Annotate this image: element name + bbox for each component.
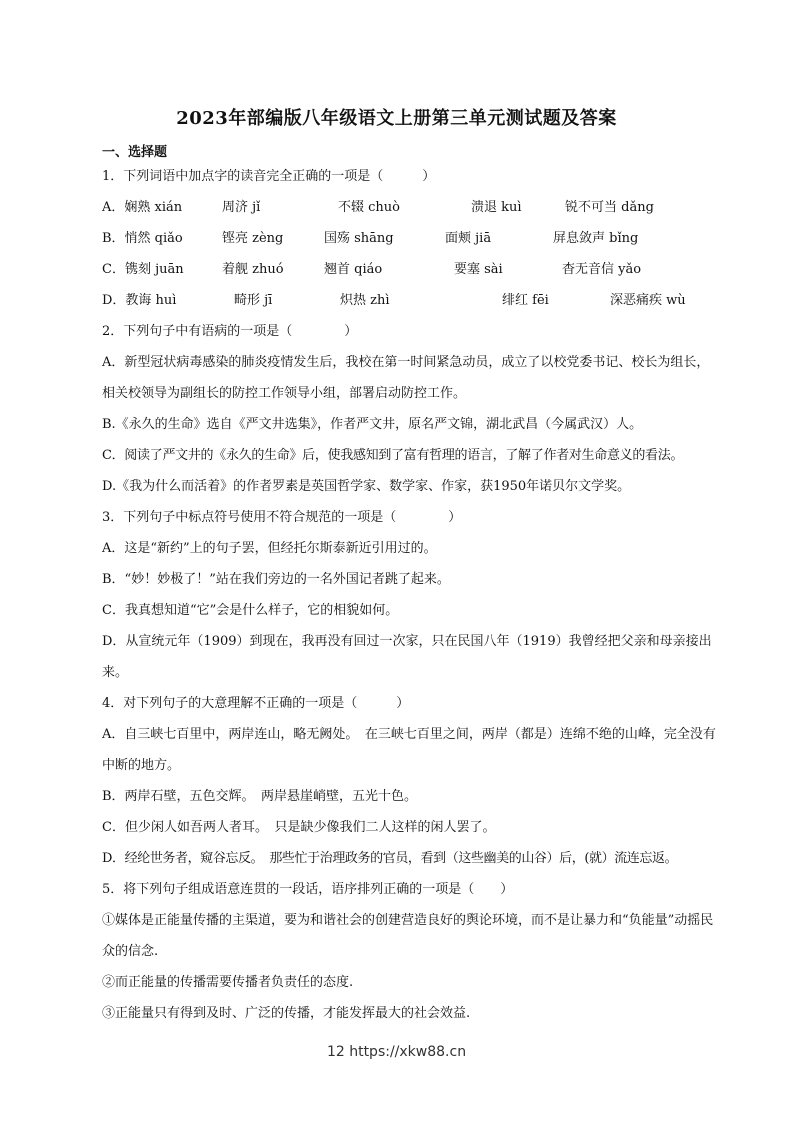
q1-a-1: A．娴熟 xián xyxy=(102,200,183,215)
q1-b-4: 面颊 jiā xyxy=(445,231,492,246)
q2-option-d: D.《我为什么而活着》的作者罗素是英国哲学家、数学家、作家，获1950年诺贝尔文学奖。 xyxy=(102,479,631,494)
page-footer: 12 https://xkw88.cn xyxy=(326,1044,467,1060)
q5-sentence-1: ①媒体是正能量传播的主渠道，要为和谐社会的创建营造良好的舆论环境，而不是让暴力和“负能量”动摇民众的信念. xyxy=(102,913,714,959)
q1-c-2: 着舰 zhuó xyxy=(222,262,284,277)
q1-b-1: B．悄然 qiǎo xyxy=(102,231,183,246)
q3-option-b: B．“妙！妙极了！”站在我们旁边的一名外国记者跳了起来。 xyxy=(102,572,450,587)
q1-a-4: 溃退 kuì xyxy=(471,200,522,215)
q3-option-d: D．从宣统元年（1909）到现在，我再没有回过一次家，只在民国八年（1919）我曾经把父亲和母亲接出来。 xyxy=(102,634,712,680)
q1-a-2: 周济 jǐ xyxy=(222,200,261,215)
q1-c-1: C．镌刻 juān xyxy=(102,262,184,277)
q1-option-c xyxy=(102,254,720,285)
q3-option-c: C．我真想知道“它”会是什么样子，它的相貌如何。 xyxy=(102,603,399,618)
q1-option-a xyxy=(102,192,720,223)
q2-option-a: A．新型冠状病毒感染的肺炎疫情发生后，我校在第一时间紧急动员，成立了以校党委书记、校长为组长，相关校领导为副组长的防控工作领导小组，部署启动防控工作。 xyxy=(102,355,710,401)
q1-option-d xyxy=(102,285,720,316)
q2-option-c: C．阅读了严文井的《永久的生命》后，使我感知到了富有哲理的语言，了解了作者对生命意义的看法。 xyxy=(102,448,684,463)
q1-stem: 1．下列词语中加点字的读音完全正确的一项是（ ） xyxy=(102,169,436,184)
q1-d-1: D．教诲 huì xyxy=(102,293,177,308)
q1-d-5: 深恶痛疾 wù xyxy=(610,293,686,308)
q1-d-4: 绯红 fēi xyxy=(502,293,549,308)
q4-option-d: D．经纶世务者，窥谷忘反。 那些忙于治理政务的官员，看到（这些幽美的山谷）后，(就）流连忘返。 xyxy=(102,851,678,866)
q4-option-c: C．但少闲人如吾两人者耳。 只是缺少像我们二人这样的闲人罢了。 xyxy=(102,820,496,835)
q1-a-5: 锐不可当 dǎng xyxy=(565,200,654,215)
q3-stem: 3．下列句子中标点符号使用不符合规范的一项是（ ） xyxy=(102,510,462,525)
q5-sentence-3: ③正能量只有得到及时、广泛的传播，才能发挥最大的社会效益. xyxy=(102,1006,471,1021)
q1-option-b xyxy=(102,223,720,254)
q1-c-3: 翘首 qiáo xyxy=(324,262,383,277)
q4-stem: 4．对下列句子的大意理解不正确的一项是（ ） xyxy=(102,696,410,711)
q1-b-2: 铿亮 zèng xyxy=(222,231,284,246)
section-heading: 一、选择题 xyxy=(102,145,168,160)
q1-c-4: 要塞 sài xyxy=(454,262,503,277)
q1-d-2: 畸形 jī xyxy=(234,293,273,308)
q1-c-5: 杳无音信 yǎo xyxy=(562,262,642,277)
page-title: 2023年部编版八年级语文上册第三单元测试题及答案 xyxy=(176,108,617,129)
q1-b-3: 国殇 shāng xyxy=(324,231,394,246)
q1-d-3: 炽热 zhì xyxy=(340,293,390,308)
q5-sentence-2: ②而正能量的传播需要传播者负责任的态度. xyxy=(102,975,354,990)
q5-stem: 5．将下列句子组成语意连贯的一段话，语序排列正确的一项是（ ） xyxy=(102,882,514,897)
question-content xyxy=(102,161,720,1029)
q2-option-b: B.《永久的生命》选自《严文井选集》，作者严文井，原名严文锦，湖北武昌（今属武汉）人。 xyxy=(102,417,643,432)
q4-option-a: A．自三峡七百里中，两岸连山，略无阙处。 在三峡七百里之间，两岸（都是）连绵不绝的山峰，完全没有中断的地方。 xyxy=(102,727,716,773)
q3-option-a: A．这是“新约”上的句子罢，但经托尔斯泰新近引用过的。 xyxy=(102,541,437,556)
q4-option-b: B．两岸石壁，五色交辉。 两岸悬崖峭壁，五光十色。 xyxy=(102,789,418,804)
q2-stem: 2．下列句子中有语病的一项是（ ） xyxy=(102,324,358,339)
q1-b-5: 屏息敛声 bǐng xyxy=(553,231,639,246)
q1-a-3: 不辍 chuò xyxy=(338,200,400,215)
